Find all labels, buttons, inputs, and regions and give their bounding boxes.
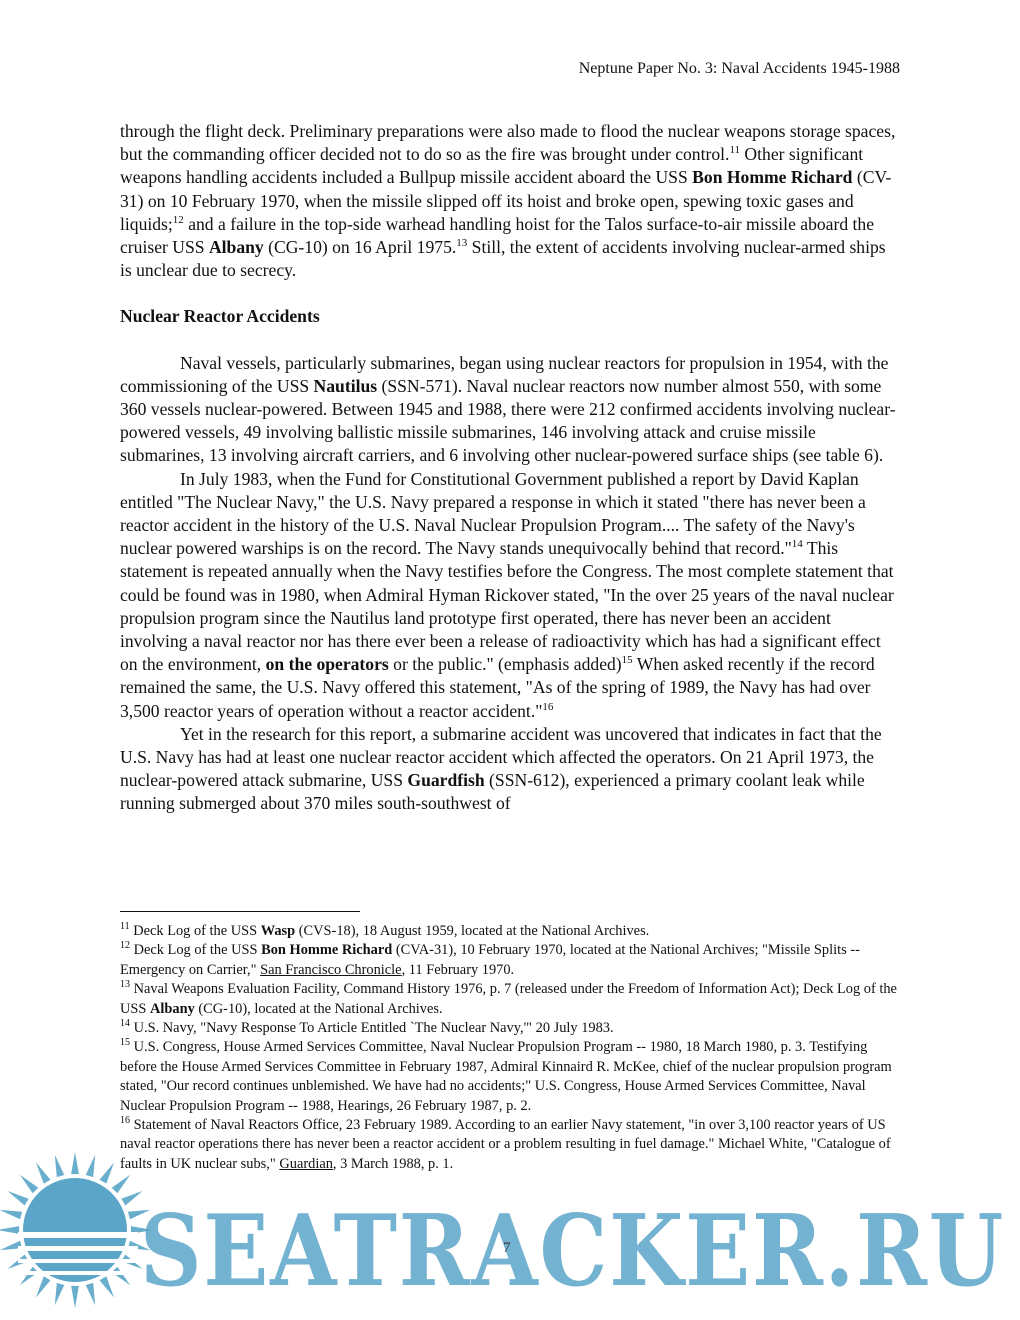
paragraph: In July 1983, when the Fund for Constitutional Government published a report by David Kaplan entitled "The Nuclear Navy," the U.S. Navy prepared a response in which it stated "there has never been a reactor accident in the history of the U.S. Naval Nuclear Propulsion Program.... The safety of the Navy's nuclear powered warships is on the record. The Navy stands unequivocally behind that record."$^{14}$ This statement is repeated annually when the Navy testifies before the Congress. The most complete statement that could be found was in 1980, when Admiral Hyman Rickover stated, "In the over 25 years of the naval nuclear propulsion program since the Nautilus land prototype first operated, there has never been an accident involving a naval reactor nor has there ever been a release of radioactivity which has had a significant effect on the environment, on the operators or the public." (emphasis added)$^{15}$ When asked recently if the record remained the same, the U.S. Navy offered this statement, "As of the spring of 1989, the Navy has had over 3,500 reactor years of operation without a reactor accident."$^{16}$: [120, 468, 894, 721]
footnote-15: $^{15}$ U.S. Congress, House Armed Services Committee, Naval Nuclear Propulsion Program -- 1980, 18 March 1980, p. 3. Testifying before the House Armed Services Committee in February 1987, Admiral Kinnaird R. McKee, chief of the nuclear propulsion program stated, "Our record continues unblemished. We have had no accidents;" U.S. Congress, House Armed Services Committee, Naval Nuclear Propulsion Program -- 1988, Hearings, 26 February 1987, p. 2.: [120, 1037, 892, 1114]
footnote-ref: 13: [456, 237, 468, 250]
page-number: 7: [503, 1240, 511, 1256]
sun-ray: [20, 1175, 39, 1194]
sun-ray: [86, 1155, 96, 1177]
footnote-ref: 16: [542, 700, 554, 713]
sun-ray: [36, 1276, 51, 1297]
sun-ray: [0, 1210, 22, 1220]
footnote-ref: 14: [791, 538, 803, 551]
sun-ray: [112, 1175, 131, 1194]
watermark-text: SEATRACKER.RU: [140, 1194, 1005, 1309]
section-heading: Nuclear Reactor Accidents: [120, 306, 320, 327]
footnote-ref: 11: [729, 144, 741, 157]
sun-ray: [36, 1163, 51, 1184]
sun-ray: [100, 1163, 115, 1184]
sun-icon: [0, 1152, 153, 1308]
sun-ray: [8, 1191, 29, 1206]
footnote-ref: 12: [172, 213, 184, 226]
paragraph: Naval vessels, particularly submarines, began using nuclear reactors for propulsion in 1954, with the commissioning of the USS Nautilus (SSN-571). Naval nuclear reactors now number almost 550, with some 360 vessels nuclear-powered. Between 1945 and 1988, there were 212 confirmed accidents involving nuclear-powered vessels, 49 involving ballistic missile submarines, 146 involving attack and cruise missile submarines, 13 involving aircraft carriers, and 6 involving other nuclear-powered surface ships (see table 6).: [120, 352, 896, 466]
paragraph: through the flight deck. Preliminary preparations were also made to flood the nuclear weapons storage spaces, but the commanding officer decided not to do so as the fire was brought under control.$^{11}$ Other significant weapons handling accidents included a Bullpup missile accident aboard the USS Bon Homme Richard (CV-31) on 10 February 1970, when the missile slipped off its hoist and broke open, spewing toxic gases and liquids;$^{12}$ and a failure in the top-side warhead handling hoist for the Talos surface-to-air missile aboard the cruiser USS Albany (CG-10) on 16 April 1975.13 Still, the extent of accidents involving nuclear-armed ships is unclear due to secrecy.: [120, 121, 896, 281]
footnote-ref: 15: [621, 654, 633, 667]
sun-ray: [71, 1286, 79, 1308]
sun-ray: [100, 1276, 115, 1297]
footnote-13: $^{13}$ Naval Weapons Evaluation Facility, Command History 1976, p. 7 (released under the Freedom of Information Act); Deck Log of the USS Albany (CG-10), located at the National Archives.: [120, 979, 897, 1017]
footnotes: [120, 922, 900, 1174]
main-text: [120, 120, 900, 816]
sun-ray: [0, 1226, 19, 1234]
sun-ray: [20, 1267, 39, 1286]
watermark: [0, 1150, 1020, 1320]
paragraph: Yet in the research for this report, a submarine accident was uncovered that indicates in fact that the U.S. Navy has had at least one nuclear reactor accident which affected the operators. On 21 April 1973, the nuclear-powered attack submarine, USS Guardfish (SSN-612), experienced a primary coolant leak while running submerged about 370 miles south-southwest of: [120, 723, 882, 814]
footnote-divider: [120, 911, 360, 912]
sun-ray: [55, 1155, 65, 1177]
sun-ray: [112, 1267, 131, 1286]
running-header: Neptune Paper No. 3: Naval Accidents 1945-1988: [578, 60, 900, 77]
footnote-12: $^{12}$ Deck Log of the USS Bon Homme Richard (CVA-31), 10 February 1970, located at the National Archives; "Missile Splits -- Emergency on Carrier," San Francisco Chronicle, 11 February 1970.: [120, 940, 860, 978]
footnote-14: $^{14}$ U.S. Navy, "Navy Response To Article Entitled `The Nuclear Navy,'" 20 July 1983.: [120, 1018, 614, 1037]
sun-ray: [55, 1283, 65, 1305]
sun-ray: [86, 1283, 96, 1305]
footnote-16: $^{16}$ Statement of Naval Reactors Office, 23 February 1989. According to an earlier Navy statement, "in over 3,100 reactor years of US naval reactor operations there has never been a reactor accident or a problem resulting in fuel damage." Michael White, "Catalogue of faults in UK nuclear subs," Guardian, 3 March 1988, p. 1.: [120, 1115, 891, 1172]
footnote-11: $^{11}$ Deck Log of the USS Wasp (CVS-18), 18 August 1959, located at the National Archives.: [120, 921, 650, 939]
sun-ray: [71, 1152, 79, 1174]
